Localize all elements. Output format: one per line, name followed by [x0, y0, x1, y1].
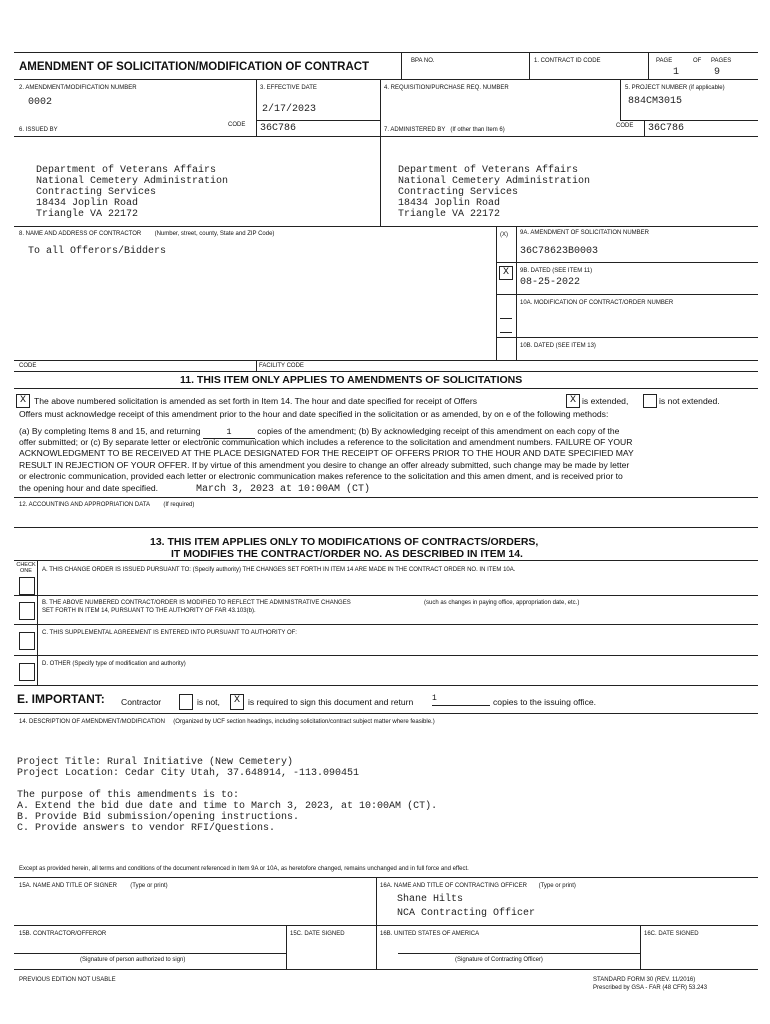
- important-copies: 1: [432, 693, 490, 706]
- amend-number-value: 0002: [28, 97, 53, 108]
- rule: [14, 685, 758, 686]
- rule: [14, 79, 758, 80]
- checkbox-extended[interactable]: X: [566, 394, 580, 408]
- sig-person-label: (Signature of person authorized to sign): [80, 957, 186, 963]
- rule: [640, 925, 641, 969]
- signer-16b-label: 16B. UNITED STATES OF AMERICA: [380, 931, 480, 937]
- item13-a: A. THIS CHANGE ORDER IS ISSUED PURSUANT TO: (Specify authority) THE CHANGES SET FORTH IN ITEM 14 ARE MADE IN THE CONTRACT ORDER NO. IN ITEM 10A.: [42, 567, 516, 573]
- rule: [14, 969, 758, 970]
- rule: [496, 262, 758, 263]
- x-column-label: (X): [500, 232, 508, 238]
- item12-label: 12. ACCOUNTING AND APPROPRIATION DATA (If required): [19, 502, 195, 508]
- rule: [14, 52, 758, 53]
- rule: [496, 294, 758, 295]
- standard-form-label: STANDARD FORM 30 (REV. 11/2016): [593, 977, 696, 983]
- item11-p4: ACKNOWLEDGMENT TO BE RECEIVED AT THE PLACE DESIGNATED FOR THE RECEIPT OF OFFERS PRIOR TO THE HOUR AND DATE SPECIFIED MAY: [19, 448, 634, 458]
- rule: [14, 388, 758, 389]
- rule: [500, 318, 512, 319]
- item13-heading1: 13. THIS ITEM APPLIES ONLY TO MODIFICATIONS OF CONTRACTS/ORDERS,: [150, 536, 539, 548]
- item11-heading: 11. THIS ITEM ONLY APPLIES TO AMENDMENTS OF SOLICITATIONS: [180, 374, 523, 386]
- rule: [14, 925, 758, 926]
- amend-9a-value: 36C78623B0003: [520, 246, 599, 257]
- rule: [14, 226, 758, 227]
- rule: [14, 360, 758, 361]
- effective-date-label: 3. EFFECTIVE DATE: [260, 85, 317, 91]
- effective-date-value: 2/17/2023: [262, 104, 317, 115]
- item13-b-side: (such as changes in paying office, appropriation date, etc.): [424, 600, 580, 606]
- rule: [529, 52, 530, 79]
- signature-line-officer[interactable]: [398, 953, 640, 954]
- important-is-required: is required to sign this document and return: [248, 697, 414, 707]
- rule: [14, 527, 758, 528]
- signer-16c-label: 16C. DATE SIGNED: [644, 931, 699, 937]
- rule: [14, 371, 758, 372]
- copies-value: 1: [203, 427, 255, 439]
- rule: [256, 120, 380, 121]
- checkbox-13a[interactable]: [19, 577, 35, 595]
- requisition-label: 4. REQUISITION/PURCHASE REQ. NUMBER: [384, 85, 509, 91]
- signer-15a-label: 15A. NAME AND TITLE OF SIGNER (Type or print): [19, 883, 168, 889]
- rule: [14, 497, 758, 498]
- project-number-label: 5. PROJECT NUMBER (if applicable): [625, 85, 725, 91]
- rule: [286, 925, 287, 969]
- rule: [14, 560, 758, 561]
- item11-p2: (a) By completing Items 8 and 15, and returning 1 copies of the amendment; (b) By acknowledging receipt of this amendment on each copy of the: [19, 426, 619, 439]
- rule: [516, 226, 517, 360]
- page-label: PAGE: [656, 58, 673, 64]
- signature-line-contractor[interactable]: [14, 953, 286, 954]
- rule: [14, 655, 758, 656]
- rule: [500, 332, 512, 333]
- contractor-label: 8. NAME AND ADDRESS OF CONTRACTOR (Number, street, county, State and ZIP Code): [19, 231, 275, 237]
- amend-number-label: 2. AMENDMENT/MODIFICATION NUMBER: [19, 85, 137, 91]
- bid-date-value: March 3, 2023 at 10:00AM (CT): [196, 484, 371, 495]
- facility-code-label: FACILITY CODE: [259, 363, 304, 369]
- rule: [256, 79, 257, 120]
- checkbox-is-required[interactable]: X: [230, 694, 244, 710]
- page-value: 1: [673, 67, 680, 78]
- item13-b1: B. THE ABOVE NUMBERED CONTRACT/ORDER IS MODIFIED TO REFLECT THE ADMINISTRATIVE CHANGES: [42, 600, 351, 606]
- rule: [14, 595, 758, 596]
- item11-line1: The above numbered solicitation is amended as set forth in Item 14. The hour and date specified for receipt of Offers: [34, 396, 477, 406]
- rule: [620, 79, 621, 120]
- rule: [648, 52, 649, 79]
- rule: [380, 79, 381, 226]
- mod-10a-label: 10A. MODIFICATION OF CONTRACT/ORDER NUMBER: [520, 300, 674, 306]
- checkbox-13b[interactable]: [19, 602, 35, 620]
- rule: [620, 120, 758, 121]
- pages-value: 9: [714, 67, 721, 78]
- item11-p6: or electronic communication, provided each letter or electronic communication makes reference to the solicitation and this amen dment, and is received prior to: [19, 471, 623, 481]
- item14-description: Project Title: Rural Initiative (New Cemetery) Project Location: Cedar City Utah, 37.648914, -113.090451 The purpose of this amendments is to: A. Extend the bid due date and time to March 3, 2023, at 10:00AM (CT). B. Provide Bid submission/opening instructions. C. Provide answers to vendor RFI/Questions.: [17, 757, 438, 834]
- rule: [14, 877, 758, 878]
- signer-16a-label: 16A. NAME AND TITLE OF CONTRACTING OFFICER (Type or print): [380, 883, 576, 889]
- administered-by-label: 7. ADMINISTERED BY (If other than Item 6): [384, 127, 505, 133]
- admin-code-label: CODE: [616, 123, 634, 129]
- checkbox-not-extended[interactable]: [643, 394, 657, 408]
- checkbox-is-not[interactable]: [179, 694, 193, 710]
- item14-label: 14. DESCRIPTION OF AMENDMENT/MODIFICATION (Organized by UCF section headings, including solicitation/contract subject matter where feasible.): [19, 719, 435, 725]
- contractor-value: To all Offerors/Bidders: [28, 246, 167, 257]
- item13-d: D. OTHER (Specify type of modification and authority): [42, 661, 186, 667]
- admin-code-value: 36C786: [648, 123, 685, 134]
- contract-id-label: 1. CONTRACT ID CODE: [534, 58, 601, 64]
- item11-p5: RESULT IN REJECTION OF YOUR OFFER. If by virtue of this amendment you desire to change an offer already submitted, such change may be made by letter: [19, 460, 630, 470]
- rule: [376, 877, 377, 969]
- not-extended-label: is not extended.: [659, 396, 720, 406]
- item13-b2: SET FORTH IN ITEM 14, PURSUANT TO THE AUTHORITY OF FAR 43.103(b).: [42, 608, 256, 614]
- form-title: AMENDMENT OF SOLICITATION/MODIFICATION OF CONTRACT: [19, 61, 370, 73]
- bpa-label: BPA NO.: [411, 58, 435, 64]
- officer-name: Shane Hilts: [397, 894, 464, 905]
- checkbox-13c[interactable]: [19, 632, 35, 650]
- issued-address: Department of Veterans Affairs National Cemetery Administration Contracting Services 18434 Joplin Road Triangle VA 22172: [36, 165, 229, 220]
- important-is-not: is not,: [197, 697, 220, 707]
- officer-title: NCA Contracting Officer: [397, 908, 536, 919]
- signer-15c-label: 15C. DATE SIGNED: [290, 931, 345, 937]
- pages-label: PAGES: [711, 58, 732, 64]
- rule: [14, 713, 758, 714]
- rule: [37, 560, 38, 685]
- signer-15b-label: 15B. CONTRACTOR/OFFEROR: [19, 931, 107, 937]
- rule: [401, 52, 402, 79]
- checkbox-13d[interactable]: [19, 663, 35, 681]
- important-copies-tail: copies to the issuing office.: [493, 697, 597, 707]
- dated-9b-value: 08-25-2022: [520, 277, 581, 288]
- check-one-label: CHECK ONE: [16, 562, 36, 574]
- amend-9a-label: 9A. AMENDMENT OF SOLICITATION NUMBER: [520, 230, 650, 236]
- rule: [644, 120, 645, 136]
- checkbox-item11-solicitation[interactable]: X: [16, 394, 30, 408]
- contractor-code-label: CODE: [19, 363, 37, 369]
- item13-heading2: IT MODIFIES THE CONTRACT/ORDER NO. AS DESCRIBED IN ITEM 14.: [171, 548, 523, 560]
- of-label: OF: [693, 58, 702, 64]
- important-label: E. IMPORTANT:: [17, 692, 105, 706]
- rule: [256, 360, 257, 371]
- item11-p3: offer submitted; or (c) By separate letter or electronic communication which includes a reference to the solicitation and amendment numbers. FAILURE OF YOUR: [19, 437, 633, 447]
- dated-10b-label: 10B. DATED (SEE ITEM 13): [520, 343, 596, 349]
- dated-9b-label: 9B. DATED (SEE ITEM 11): [520, 268, 593, 274]
- rule: [14, 136, 758, 137]
- item11-p1: Offers must acknowledge receipt of this amendment prior to the hour and date specified in the solicitation or as amended, by on e of the following methods:: [19, 409, 609, 419]
- extended-label: is extended,: [582, 396, 629, 406]
- item11-p7: the opening hour and date specified.: [19, 483, 159, 493]
- rule: [256, 120, 257, 136]
- issued-code-label: CODE: [228, 122, 246, 128]
- prescribed-by-label: Prescribed by GSA - FAR (48 CFR) 53.243: [593, 985, 708, 991]
- rule: [496, 226, 497, 360]
- issued-code-value: 36C786: [260, 123, 297, 134]
- sig-officer-label: (Signature of Contracting Officer): [455, 957, 543, 963]
- checkbox-9b[interactable]: X: [499, 266, 513, 280]
- item13-c: C. THIS SUPPLEMENTAL AGREEMENT IS ENTERED INTO PURSUANT TO AUTHORITY OF:: [42, 630, 297, 636]
- admin-address: Department of Veterans Affairs National Cemetery Administration Contracting Services 18434 Joplin Road Triangle VA 22172: [398, 165, 591, 220]
- issued-by-label: 6. ISSUED BY: [19, 127, 58, 133]
- rule: [496, 337, 758, 338]
- project-number-value: 884CM3015: [628, 96, 683, 107]
- previous-edition-note: PREVIOUS EDITION NOT USABLE: [19, 977, 116, 983]
- rule: [14, 624, 758, 625]
- item14-footer-note: Except as provided herein, all terms and conditions of the document referenced in Item 9A or 10A, as heretofore changed, remains unchanged and in full force and effect.: [19, 866, 469, 872]
- important-contractor: Contractor: [121, 697, 162, 707]
